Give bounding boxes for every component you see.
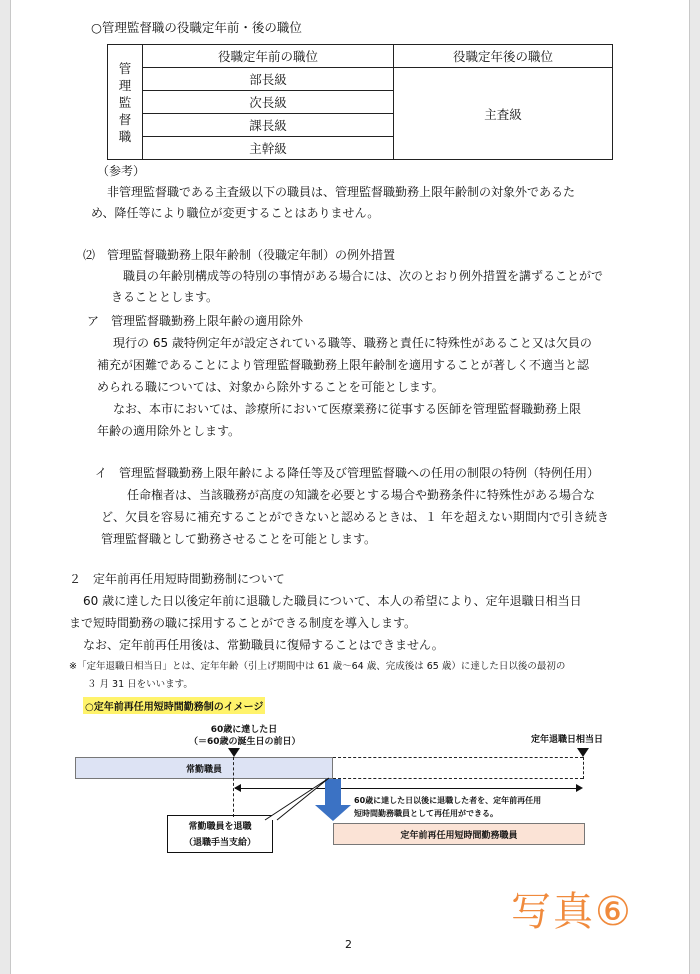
position-after-cell: 主査級	[394, 68, 613, 160]
age60-marker-icon	[228, 748, 240, 757]
span-arrow-right-icon	[576, 784, 583, 792]
dashed-end	[583, 757, 584, 779]
rehire-note: 60歳に達した日以後に退職した者を、定年前再任用 短時間勤務職員として再任用ができる。	[354, 796, 542, 818]
item-a-line: なお、本市においては、診療所において医療業務に従事する医師を管理監督職勤務上限	[113, 402, 582, 416]
part2-heading: ２ 定年前再任用短時間勤務制について	[69, 572, 285, 586]
position-table	[107, 44, 613, 160]
sec2-heading: ⑵ 管理監督職勤務上限年齢制（役職定年制）の例外措置	[83, 248, 396, 262]
retire-date-label: 定年退職日相当日	[531, 735, 604, 745]
item-a-line: められる職については、対象から除外することを可能とします。	[97, 380, 444, 394]
reference-line: め、降任等により職位が変更することはありません。	[91, 206, 380, 220]
dashed-top	[333, 757, 583, 758]
diagram-title: ○定年前再任用短時間勤務制のイメージ	[83, 697, 265, 714]
callout-pointer	[263, 776, 333, 822]
shorttime-bar: 定年前再任用短時間勤務職員	[333, 823, 585, 845]
item-a-line: 補充が困難であることにより管理監督職勤務上限年齢制を適用することが著しく不適当と認	[97, 358, 590, 372]
fulltime-bar: 常勤職員	[75, 757, 333, 779]
part2-line: なお、定年前再任用後は、常勤職員に復帰することはできません。	[83, 638, 444, 652]
part2-note: ３ 月 31 日をいいます。	[87, 679, 193, 690]
item-i-line: 管理監督職として勤務させることを可能とします。	[101, 532, 377, 546]
part2-line: 60 歳に達した日以後定年前に退職した職員について、本人の希望により、定年退職日相当日	[83, 594, 582, 608]
part2-line: まで短時間勤務の職に採用することができる制度を導入します。	[69, 616, 417, 630]
item-i-line: ど、欠員を容易に補充することができないと認めるときは、１ 年を超えない期間内で引き続き	[101, 510, 609, 524]
part2-note: ※「定年退職日相当日」とは、定年年齢（引上げ期間中は 61 歳～64 歳、完成後は 65 歳）に達した日以後の最初の	[69, 661, 566, 672]
position-before-cell: 次長級	[143, 91, 394, 114]
reference-line: 非管理監督職である主査級以下の職員は、管理監督職勤務上限年齢制の対象外であるた	[107, 185, 576, 199]
position-before-cell: 主幹級	[143, 137, 394, 160]
header-after: 役職定年後の職位	[394, 45, 613, 68]
item-i-line: 任命権者は、当該職務が高度の知識を必要とする場合や勤務条件に特殊性がある場合な	[127, 488, 596, 502]
sec2-line: きることとします。	[111, 290, 219, 304]
resign-callout: 常勤職員を退職 （退職手当支給）	[167, 815, 273, 853]
dashed-bottom	[333, 778, 583, 779]
position-before-cell: 課長級	[143, 114, 394, 137]
item-a-heading: ア 管理監督職勤務上限年齢の適用除外	[87, 314, 304, 328]
position-before-cell: 部長級	[143, 68, 394, 91]
reference-label: （参考）	[97, 164, 146, 178]
section-title: ○管理監督職の役職定年前・後の職位	[91, 20, 302, 35]
row-group-label: 管 理 監 督 職	[108, 45, 143, 160]
retire-marker-icon	[577, 748, 589, 757]
item-a-line: 年齢の適用除外とします。	[97, 424, 241, 438]
item-a-line: 現行の 65 歳特例定年が設定されている職等、職務と責任に特殊性があること又は欠員の	[113, 336, 592, 350]
page-number: 2	[345, 938, 352, 951]
document-page	[10, 0, 690, 974]
span-arrow-left-icon	[234, 784, 241, 792]
sec2-line: 職員の年齢別構成等の特別の事情がある場合には、次のとおり例外措置を講ずることがで	[123, 269, 604, 283]
photo-label: 写真⑥	[511, 889, 633, 935]
header-before: 役職定年前の職位	[143, 45, 394, 68]
age60-label: 60歳に達した日 （＝60歳の誕生日の前日）	[189, 725, 301, 747]
item-i-heading: イ 管理監督職勤務上限年齢による降任等及び管理監督職への任用の制限の特例（特例任用）	[95, 466, 600, 480]
